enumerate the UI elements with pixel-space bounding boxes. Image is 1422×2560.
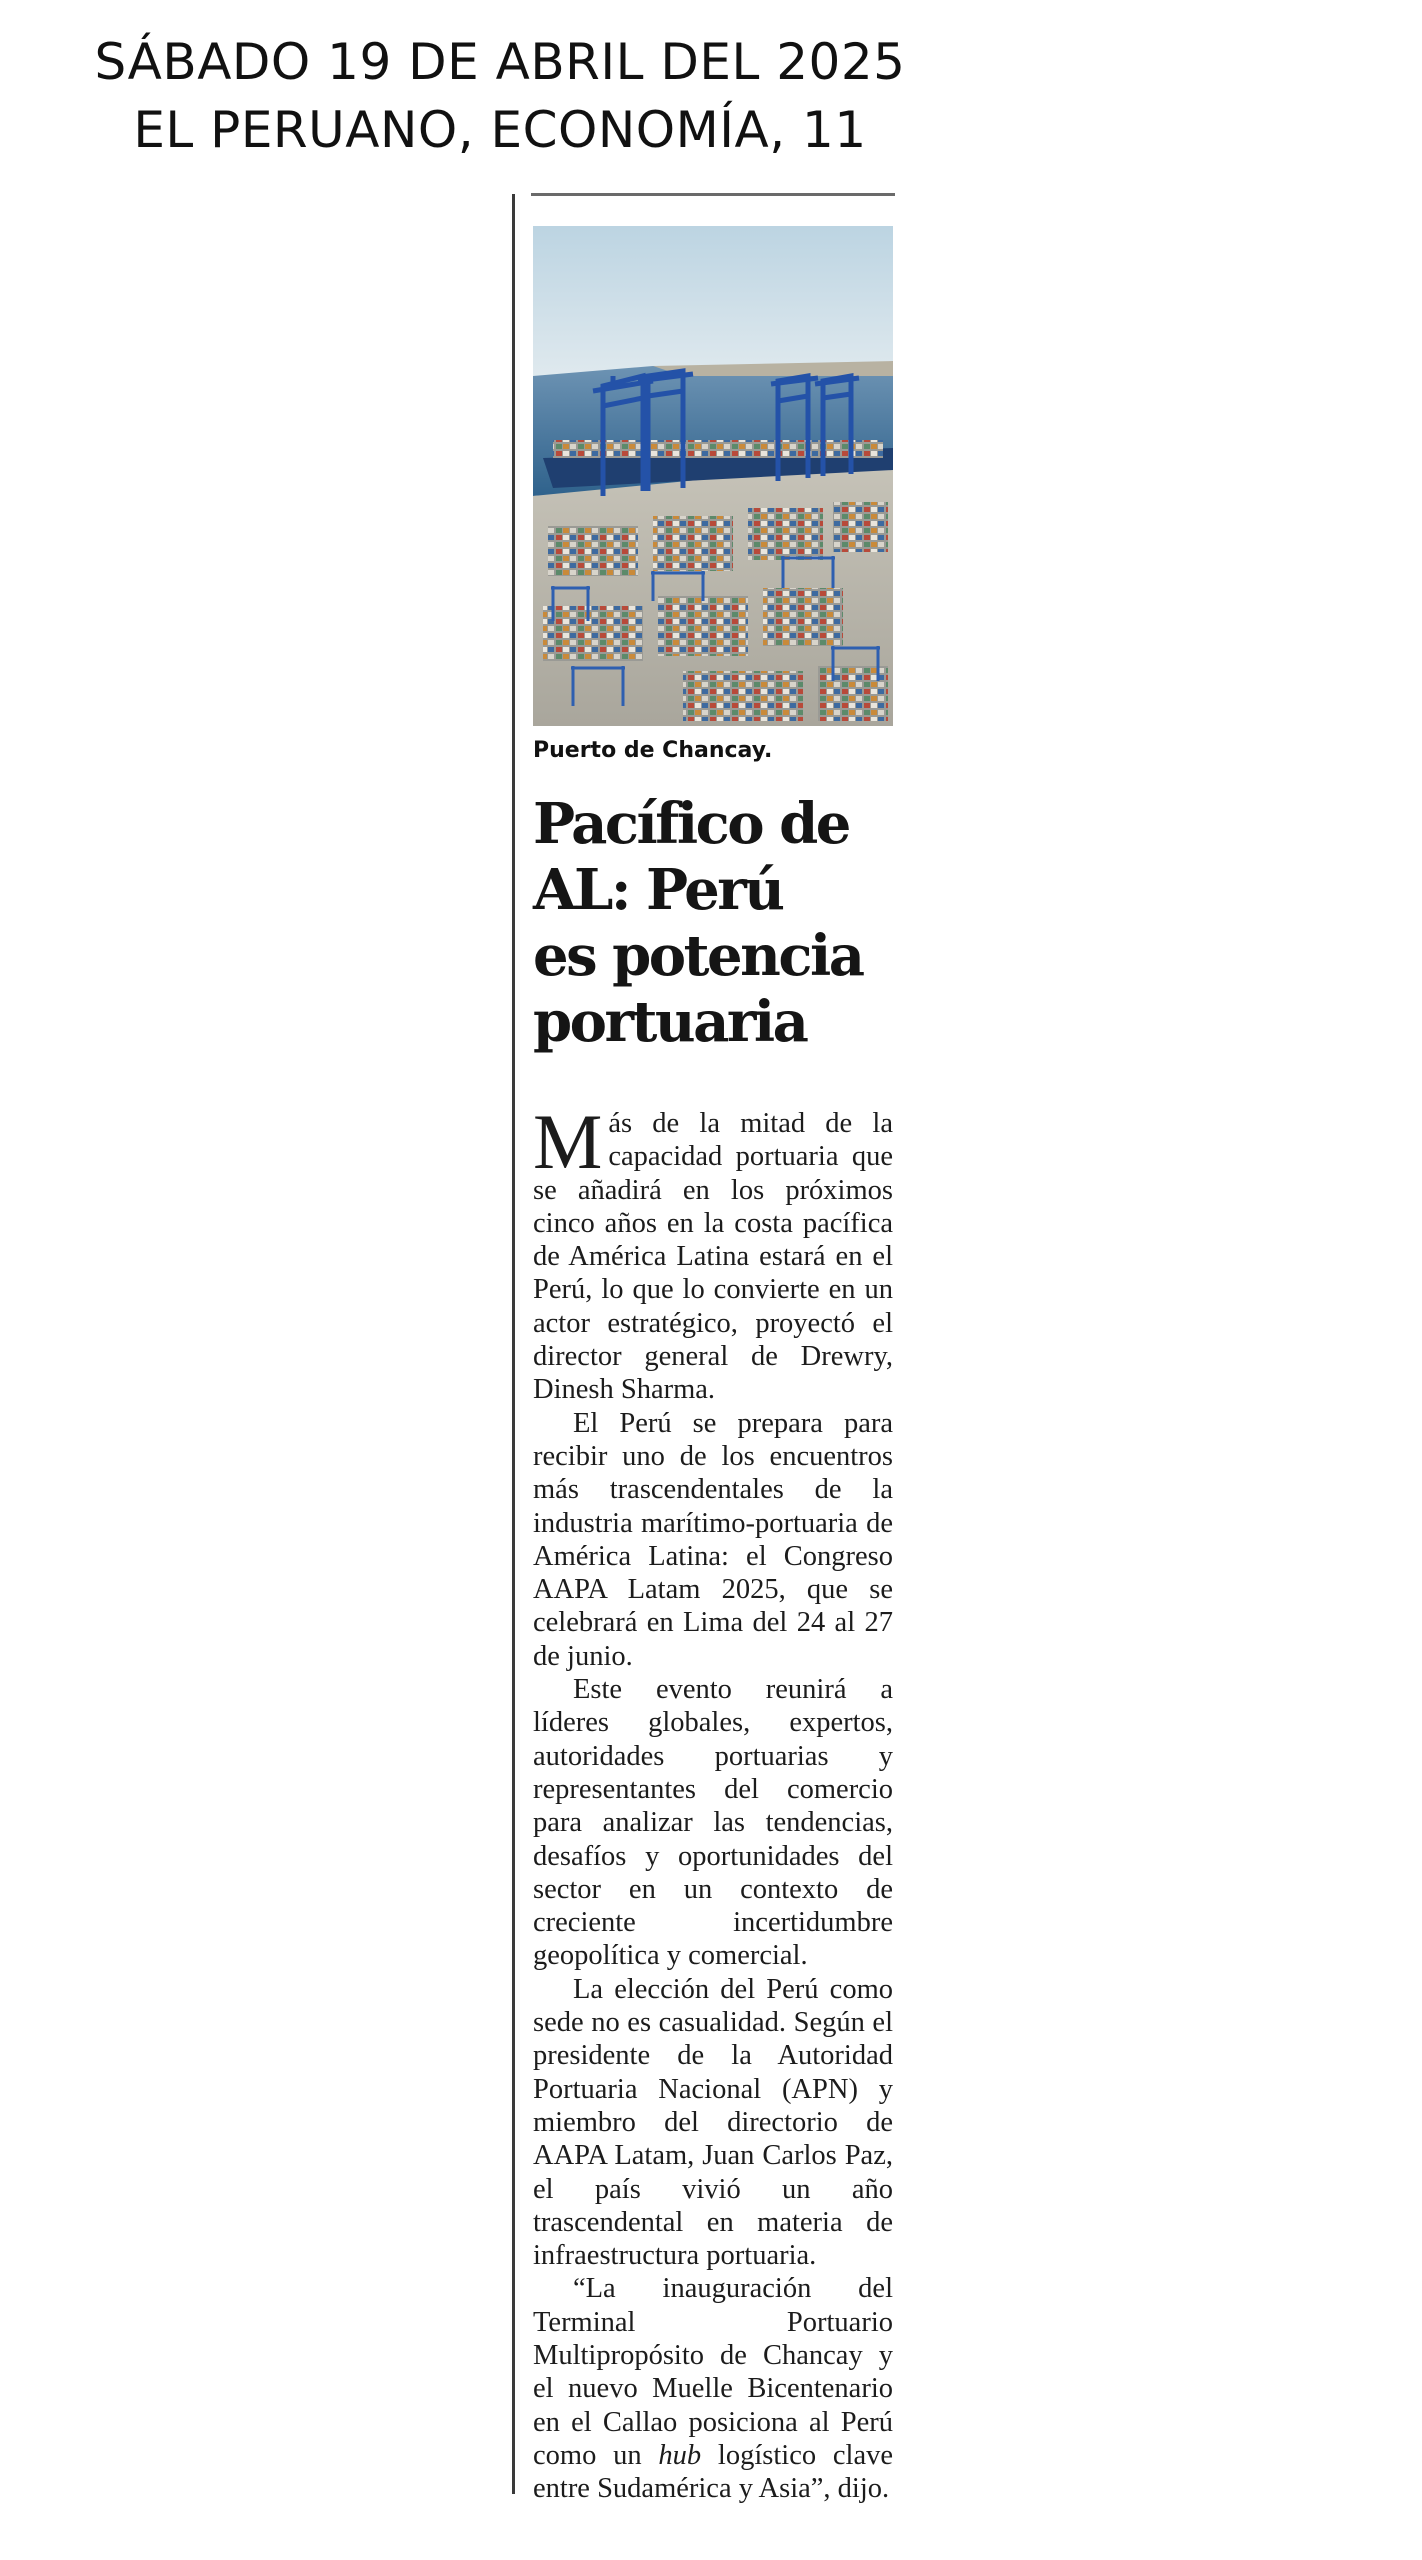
- article-column: [533, 226, 893, 2505]
- headline: [533, 791, 893, 1055]
- headline-line: AL: Perú: [533, 857, 783, 923]
- column-divider: [512, 194, 515, 2494]
- page-header: [0, 28, 1000, 164]
- sky: [533, 226, 893, 376]
- headline-line: es potencia: [533, 923, 863, 989]
- paragraph-5-text-end: logístico clave entre Sudamérica y Asia”, dijo.: [533, 2439, 893, 2505]
- photo-caption: Puerto de Chancay.: [533, 738, 773, 763]
- headline-line: portuaria: [533, 989, 807, 1055]
- paragraph-5-text: “La inauguración del Terminal Portuario Multipropósito de Chancay y el nuevo Muelle Bicentenario en el Callao posiciona al Perú como un: [533, 2273, 893, 2471]
- drop-cap: M: [533, 1098, 603, 1185]
- paragraph-4: La elección del Perú como sede no es casualidad. Según el presidente de la Autoridad Portuaria Nacional (APN) y miembro del directorio de AAPA Latam, Juan Carlos Paz, el país vivió un año trascendental en materia de infraestructura portuaria.: [533, 1973, 893, 2272]
- date-line: SÁBADO 19 DE ABRIL DEL 2025: [94, 33, 906, 91]
- paragraph-2: El Perú se prepara para recibir uno de los encuentros más trascendentales de la industria marítimo-portuaria de América Latina: el Congreso AAPA Latam 2025, que se celebrará en Lima del 24 al 27 de junio.: [533, 1407, 893, 1672]
- article-body: [533, 1098, 893, 2505]
- paragraph-1-text: ás de la mitad de la capacidad portuaria que se añadirá en los próximos cinco años en la costa pacífica de América Latina estará en el Perú, lo que lo convierte en un actor estratégico, proyectó el director general de Drewry, Dinesh Sharma.: [533, 1108, 893, 1406]
- paragraph-5: [533, 2272, 893, 2505]
- headline-line: Pacífico de: [533, 791, 849, 857]
- paragraph-3: Este evento reunirá a líderes globales, expertos, autoridades portuarias y representantes del comercio para analizar las tendencias, desafíos y oportunidades del sector en un contexto de creciente incertidumbre geopolítica y comercial.: [533, 1674, 893, 1972]
- paragraph-1: [533, 1098, 893, 1407]
- paragraph-5-italic: hub: [658, 2439, 702, 2471]
- source-line: EL PERUANO, ECONOMÍA, 11: [133, 101, 867, 159]
- column-top-rule: [531, 193, 895, 196]
- port-photo: [533, 226, 893, 726]
